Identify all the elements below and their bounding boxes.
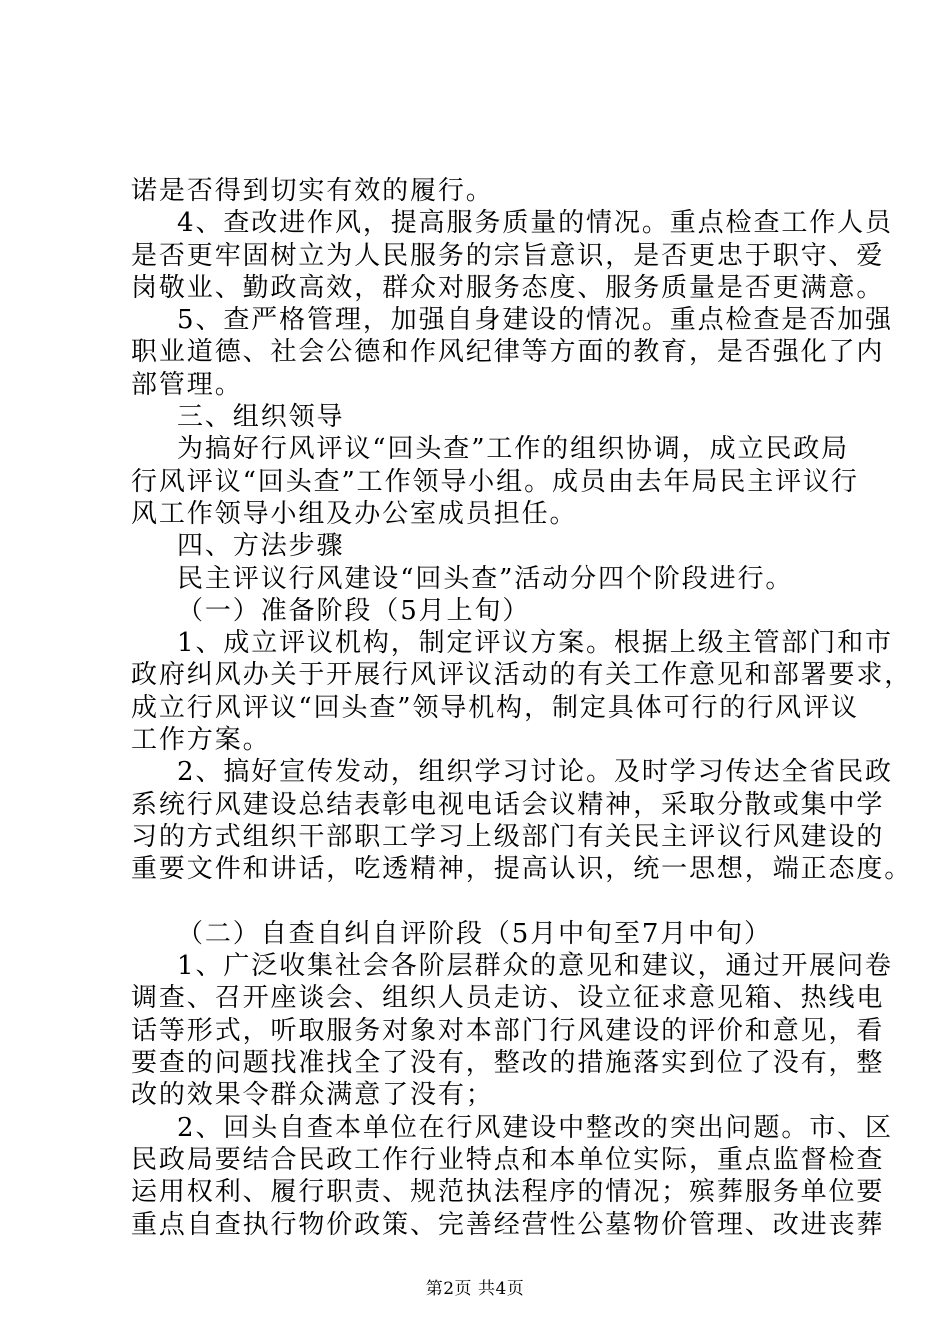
text-line: 重点自查执行物价政策、完善经营性公墓物价管理、改进丧葬 bbox=[131, 1209, 885, 1240]
section-heading: 三、组织领导 bbox=[177, 402, 345, 433]
text-line: 运用权利、履行职责、规范执法程序的情况；殡葬服务单位要 bbox=[131, 1177, 885, 1208]
text-line: 2、搞好宣传发动，组织学习讨论。及时学习传达全省民政 bbox=[177, 757, 893, 788]
text-line: 为搞好行风评议“回头查”工作的组织协调，成立民政局 bbox=[177, 434, 850, 465]
text-line: 成立行风评议“回头查”领导机构，制定具体可行的行风评议 bbox=[131, 692, 859, 723]
text-line: 1、成立评议机构，制定评议方案。根据上级主管部门和市 bbox=[177, 628, 893, 659]
text-line: 2、回头自查本单位在行风建设中整改的突出问题。市、区 bbox=[177, 1112, 893, 1143]
text-line: 行风评议“回头查”工作领导小组。成员由去年局民主评议行 bbox=[131, 466, 859, 497]
page-number-footer: 第2页 共4页 bbox=[425, 1279, 525, 1299]
text-line: 1、广泛收集社会各阶层群众的意见和建议，通过开展问卷 bbox=[177, 951, 893, 982]
text-line: 系统行风建设总结表彰电视电话会议精神，采取分散或集中学 bbox=[131, 789, 885, 820]
text-line: 话等形式，听取服务对象对本部门行风建设的评价和意见，看 bbox=[131, 1015, 885, 1046]
text-line: 诺是否得到切实有效的履行。 bbox=[131, 176, 494, 206]
text-line: 习的方式组织干部职工学习上级部门有关民主评议行风建设的 bbox=[131, 821, 885, 852]
document-body bbox=[131, 175, 913, 1241]
text-line: 工作方案。 bbox=[131, 725, 271, 756]
text-line: 重要文件和讲话，吃透精神，提高认识，统一思想，端正态度。 bbox=[131, 854, 913, 885]
text-line: 5、查严格管理，加强自身建设的情况。重点检查是否加强 bbox=[177, 305, 893, 336]
text-line: 岗敬业、勤政高效，群众对服务态度、服务质量是否更满意。 bbox=[131, 272, 885, 303]
section-heading: 四、方法步骤 bbox=[177, 531, 345, 562]
text-line: 4、查改进作风，提高服务质量的情况。重点检查工作人员 bbox=[177, 208, 893, 239]
subsection-heading: （二）自查自纠自评阶段（5月中旬至7月中旬） bbox=[177, 918, 772, 949]
text-line: 职业道德、社会公德和作风纪律等方面的教育，是否强化了内 bbox=[131, 337, 885, 368]
text-line: 部管理。 bbox=[131, 369, 243, 400]
text-line: 要查的问题找准找全了没有，整改的措施落实到位了没有，整 bbox=[131, 1048, 885, 1079]
subsection-heading: （一）准备阶段（5月上旬） bbox=[177, 595, 531, 626]
text-line: 民主评议行风建设“回头查”活动分四个阶段进行。 bbox=[177, 563, 794, 594]
text-line: 改的效果令群众满意了没有； bbox=[131, 1080, 494, 1111]
text-line: 风工作领导小组及办公室成员担任。 bbox=[131, 498, 578, 529]
text-line: 调查、召开座谈会、组织人员走访、设立征求意见箱、热线电 bbox=[131, 983, 885, 1014]
text-line: 是否更牢固树立为人民服务的宗旨意识，是否更忠于职守、爱 bbox=[131, 240, 885, 271]
text-line: 民政局要结合民政工作行业特点和本单位实际，重点监督检查 bbox=[131, 1144, 885, 1175]
text-line: 政府纠风办关于开展行风评议活动的有关工作意见和部署要求， bbox=[131, 660, 913, 691]
paragraph-gap bbox=[131, 886, 831, 918]
